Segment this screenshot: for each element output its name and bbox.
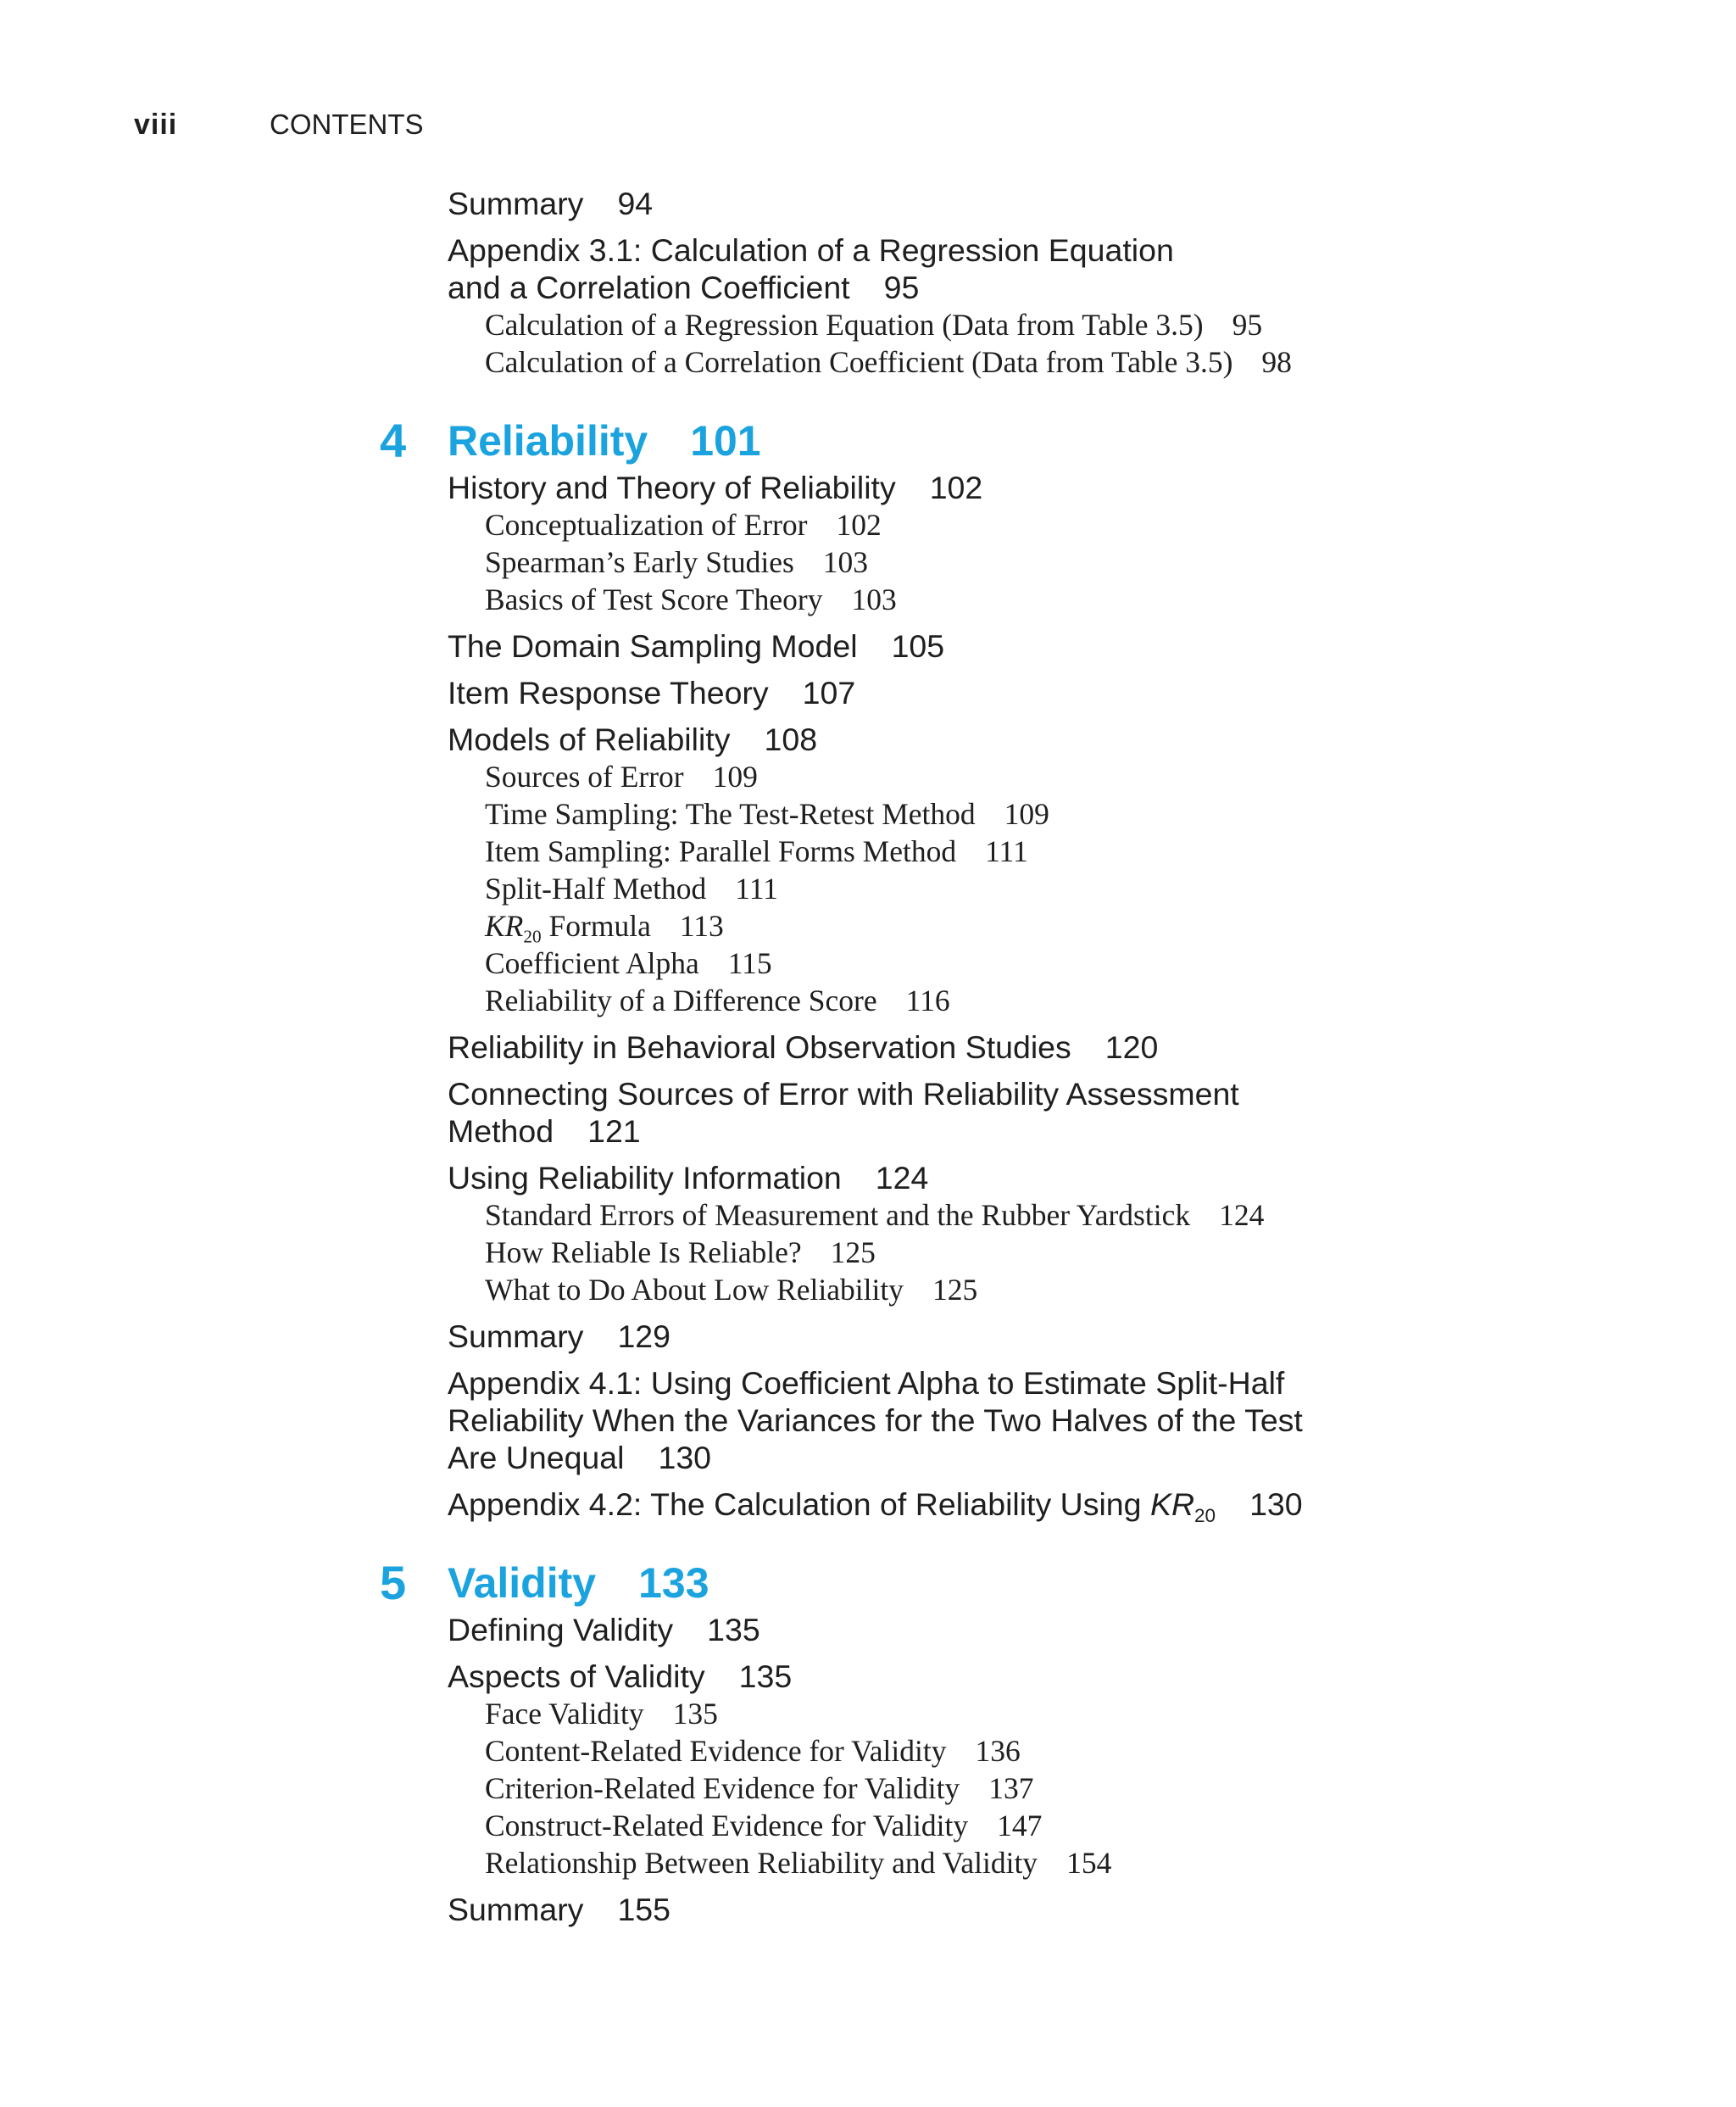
toc-subentry[interactable]	[448, 945, 1634, 982]
toc-entry-title-line1: Appendix 3.1: Calculation of a Regression Equation	[448, 232, 1174, 268]
toc-entry-title-line1: Appendix 4.1: Using Coefficient Alpha to Estimate Split-Half	[448, 1365, 1285, 1401]
toc-entry-title-line2: Method	[448, 1113, 554, 1149]
toc-entry-page: 135	[738, 1658, 793, 1694]
toc-entry-using[interactable]	[448, 1159, 1634, 1196]
toc-entry-title-line1: Connecting Sources of Error with Reliability Assessment	[448, 1076, 1239, 1112]
toc-entry-page: 135	[707, 1612, 760, 1647]
toc-entry-page: 130	[1249, 1486, 1303, 1522]
toc-subentry-page: 102	[836, 508, 882, 542]
toc-subentry-page: 111	[735, 872, 778, 906]
toc-entry-page: 130	[658, 1440, 712, 1475]
toc-subentry[interactable]	[448, 1732, 1634, 1770]
toc-subentry[interactable]	[448, 758, 1634, 795]
toc-entry-title: Defining Validity	[448, 1612, 674, 1647]
toc-entry-title-line3: Are Unequal	[448, 1440, 625, 1475]
toc-entry-page: 108	[764, 722, 818, 757]
toc-subentry-page: 135	[672, 1697, 718, 1731]
toc-subentry-title: Basics of Test Score Theory	[485, 582, 823, 616]
toc-subentry-page: 124	[1219, 1198, 1265, 1232]
toc-subentry-page: 98	[1261, 345, 1292, 379]
toc-subentry-page: 154	[1066, 1846, 1112, 1880]
toc-entry-domain-sampling[interactable]	[448, 627, 1634, 665]
toc-entry-summary-ch5[interactable]	[448, 1891, 1634, 1928]
toc-entry-item-response-theory[interactable]	[448, 674, 1634, 711]
toc-entry-title: History and Theory of Reliability	[448, 470, 896, 505]
toc-subentry-title: Split-Half Method	[485, 872, 707, 906]
toc-subentry[interactable]	[448, 1234, 1634, 1271]
toc-entry-models[interactable]	[448, 721, 1634, 758]
toc-subentry-kr20[interactable]	[448, 907, 1634, 945]
toc-entry-page: 121	[587, 1113, 641, 1149]
toc-subentry-page: 95	[1232, 308, 1263, 342]
table-of-contents	[380, 185, 1634, 1928]
toc-subentry[interactable]	[448, 1271, 1634, 1308]
toc-subentry-page: 103	[851, 582, 897, 616]
toc-subentry-title: Construct-Related Evidence for Validity	[485, 1809, 969, 1842]
toc-entry-page: 105	[891, 628, 945, 664]
toc-subentry-page: 115	[727, 946, 772, 980]
toc-subentry-page: 109	[1004, 797, 1049, 831]
kr-symbol: KR	[1149, 1486, 1195, 1522]
toc-subentry-title: Relationship Between Reliability and Validity	[485, 1846, 1038, 1880]
toc-subentry-page: 136	[975, 1734, 1021, 1768]
toc-subentry-page: 109	[712, 760, 758, 794]
toc-entry-aspects-validity[interactable]	[448, 1658, 1634, 1695]
chapter-page: 133	[638, 1559, 709, 1607]
toc-entry-history[interactable]	[448, 469, 1634, 506]
toc-entry-summary-ch4[interactable]	[448, 1318, 1634, 1355]
toc-subentry-title: What to Do About Low Reliability	[485, 1273, 904, 1307]
toc-subentry-title: Item Sampling: Parallel Forms Method	[485, 834, 957, 868]
toc-entry-page: 94	[617, 186, 654, 221]
toc-subentry[interactable]	[448, 1844, 1634, 1881]
toc-subentry[interactable]	[448, 982, 1634, 1019]
chapter-heading-5[interactable]	[380, 1556, 1634, 1609]
toc-subentry[interactable]	[448, 870, 1634, 907]
toc-subentry-title: Spearman’s Early Studies	[485, 545, 794, 579]
toc-entry-appendix-4-2[interactable]	[448, 1485, 1634, 1526]
toc-subentry-page: 125	[830, 1235, 876, 1269]
toc-subentry-title: Content-Related Evidence for Validity	[485, 1734, 947, 1768]
toc-subentry-title: Face Validity	[485, 1697, 644, 1731]
toc-entry-title: Item Response Theory	[448, 675, 769, 711]
chapter-number: 4	[380, 414, 407, 467]
toc-entry-page: 155	[617, 1892, 671, 1927]
toc-subentry-page: 111	[985, 834, 1028, 868]
toc-subentry-title: Conceptualization of Error	[485, 508, 808, 542]
toc-entry-title: Reliability in Behavioral Observation Studies	[448, 1029, 1071, 1065]
toc-subentry[interactable]	[448, 306, 1634, 343]
toc-entry-page: 107	[802, 675, 856, 711]
running-head: CONTENTS	[270, 109, 424, 140]
page-number: viii	[134, 109, 178, 141]
toc-entry-defining-validity[interactable]	[448, 1611, 1634, 1648]
toc-subentry[interactable]	[448, 795, 1634, 833]
toc-entry-behavioral[interactable]	[448, 1028, 1634, 1066]
toc-subentry[interactable]	[448, 581, 1634, 618]
toc-subentry[interactable]	[448, 833, 1634, 870]
toc-entry-page: 129	[617, 1318, 671, 1354]
toc-entry-page: 124	[875, 1160, 929, 1196]
toc-entry-title: The Domain Sampling Model	[448, 628, 858, 664]
toc-subentry-title: Coefficient Alpha	[485, 946, 699, 980]
toc-entry-title-line2: and a Correlation Coefficient	[448, 270, 850, 305]
toc-entry-title: Aspects of Validity	[448, 1658, 705, 1694]
toc-subentry[interactable]	[448, 1695, 1634, 1732]
toc-subentry-title: Formula	[548, 909, 651, 943]
toc-subentry-page: 147	[997, 1809, 1043, 1842]
toc-entry-page: 95	[883, 270, 920, 305]
kr-subscript: 20	[523, 926, 542, 947]
toc-entry-title: Models of Reliability	[448, 722, 731, 757]
toc-subentry[interactable]	[448, 343, 1634, 381]
chapter-page: 101	[690, 417, 761, 465]
chapter-title: Validity	[448, 1559, 597, 1607]
toc-subentry-page: 125	[932, 1273, 978, 1307]
toc-subentry[interactable]	[448, 543, 1634, 581]
toc-entry-title: Summary	[448, 1318, 584, 1354]
toc-subentry-title: Sources of Error	[485, 760, 684, 794]
toc-entry-appendix-3-1[interactable]	[448, 231, 1634, 306]
toc-subentry-title: Time Sampling: The Test-Retest Method	[485, 797, 976, 831]
chapter-heading-4[interactable]	[380, 414, 1634, 467]
kr-subscript: 20	[1194, 1504, 1216, 1526]
toc-subentry-page: 137	[988, 1771, 1034, 1805]
toc-entry-connecting[interactable]	[448, 1075, 1634, 1150]
toc-subentry-title: Criterion-Related Evidence for Validity	[485, 1771, 960, 1805]
chapter-title: Reliability	[448, 417, 648, 465]
toc-entry-summary-ch3[interactable]	[448, 185, 1634, 222]
kr-symbol: KR	[485, 909, 524, 943]
toc-entry-title-line2: Reliability When the Variances for the Two Halves of the Test	[448, 1402, 1303, 1438]
toc-subentry-title: Calculation of a Regression Equation (Data from Table 3.5)	[485, 308, 1204, 342]
toc-subentry[interactable]	[448, 1196, 1634, 1234]
toc-entry-page: 102	[929, 470, 983, 505]
toc-entry-title: Using Reliability Information	[448, 1160, 842, 1196]
chapter-number: 5	[380, 1556, 407, 1609]
toc-subentry-page: 103	[822, 545, 869, 579]
toc-subentry[interactable]	[448, 506, 1634, 543]
toc-entry-appendix-4-1[interactable]	[448, 1364, 1634, 1476]
toc-subentry-title: Standard Errors of Measurement and the Rubber Yardstick	[485, 1198, 1191, 1232]
toc-entry-title: Summary	[448, 186, 584, 221]
toc-subentry-title: Calculation of a Correlation Coefficient (Data from Table 3.5)	[485, 345, 1233, 379]
toc-subentry-page: 116	[905, 984, 950, 1017]
toc-subentry-title: Reliability of a Difference Score	[485, 984, 877, 1017]
toc-subentry[interactable]	[448, 1770, 1634, 1807]
toc-entry-page: 120	[1104, 1029, 1159, 1065]
toc-subentry[interactable]	[448, 1807, 1634, 1844]
toc-subentry-title: How Reliable Is Reliable?	[485, 1235, 802, 1269]
toc-entry-title: Summary	[448, 1892, 584, 1927]
toc-entry-title: Appendix 4.2: The Calculation of Reliability Using	[448, 1486, 1142, 1522]
toc-subentry-page: 113	[679, 909, 724, 943]
